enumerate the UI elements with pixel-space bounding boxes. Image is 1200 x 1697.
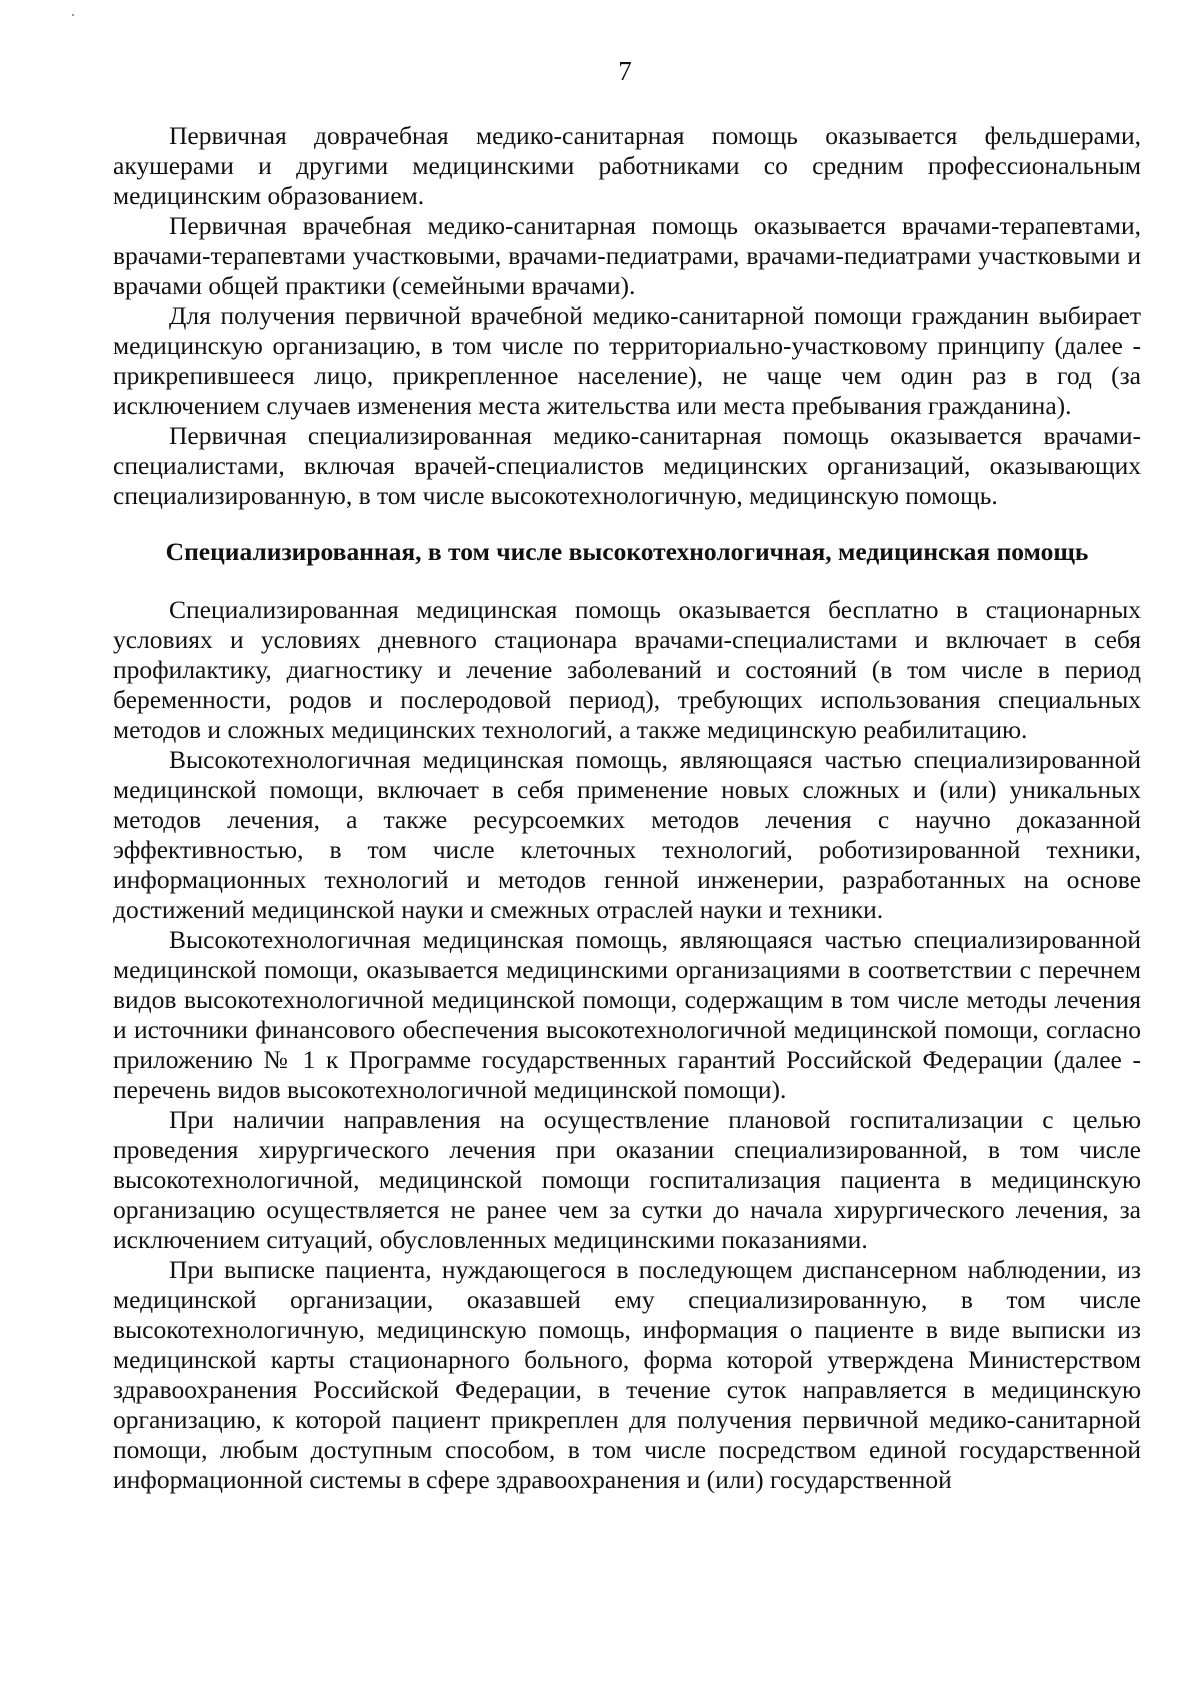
paragraph-primary-specialized-care: Первичная специализированная медико-санитарная помощь оказывается врачами-специалистами, включая врачей-специалистов медицинских организаций, оказывающих специализированную, в том числе высокотехнологичную, медицинскую помощь. [113, 421, 1141, 510]
page-number: 7 [618, 56, 632, 86]
document-body [113, 121, 1141, 1495]
section-heading: Специализированная, в том числе высокотехнологичная, медицинская помощь [165, 537, 1089, 566]
paragraph-choice-of-organization: Для получения первичной врачебной медико-санитарной помощи гражданин выбирает медицинскую организацию, в том числе по территориально-участковому принципу (далее - прикрепившееся лицо, прикрепленное население), не чаще чем один раз в год (за исключением случаев изменения места жительства или места пребывания гражданина). [113, 301, 1141, 420]
paragraph-specialized-care: Специализированная медицинская помощь оказывается бесплатно в стационарных условиях и условиях дневного стационара врачами-специалистами и включает в себя профилактику, диагностику и лечение заболеваний и состояний (в том числе в период беременности, родов и послеродовой период), требующих использования специальных методов и сложных медицинских технологий, а также медицинскую реабилитацию. [113, 595, 1141, 744]
paragraph-patient-discharge: При выписке пациента, нуждающегося в последующем диспансерном наблюдении, из медицинской организации, оказавшей ему специализированную, в том числе высокотехнологичную, медицинскую помощь, информация о пациенте в виде выписки из медицинской карты стационарного больного, форма которой утверждена Министерством здравоохранения Российской Федерации, в течение суток направляется в медицинскую организацию, к которой пациент прикреплен для получения первичной медико-санитарной помощи, любым доступным способом, в том числе посредством единой государственной информационной системы в сфере здравоохранения и (или) государственной [113, 1255, 1141, 1494]
paragraph-primary-prehospital-care: Первичная доврачебная медико-санитарная помощь оказывается фельдшерами, акушерами и другими медицинскими работниками со средним профессиональным медицинским образованием. [113, 121, 1141, 210]
paragraph-planned-hospitalization: При наличии направления на осуществление плановой госпитализации с целью проведения хирургического лечения при оказании специализированной, в том числе высокотехнологичной, медицинской помощи госпитализация пациента в медицинскую организацию осуществляется не ранее чем за сутки до начала хирургического лечения, за исключением ситуаций, обусловленных медицинскими показаниями. [113, 1105, 1141, 1254]
scan-speck [72, 14, 74, 16]
paragraph-high-tech-care-definition: Высокотехнологичная медицинская помощь, являющаяся частью специализированной медицинской помощи, включает в себя применение новых сложных и (или) уникальных методов лечения, а также ресурсоемких методов лечения с научно доказанной эффективностью, в том числе клеточных технологий, роботизированной техники, информационных технологий и методов генной инженерии, разработанных на основе достижений медицинской науки и смежных отраслей науки и техники. [113, 745, 1141, 924]
paragraph-high-tech-care-provision: Высокотехнологичная медицинская помощь, являющаяся частью специализированной медицинской помощи, оказывается медицинскими организациями в соответствии с перечнем видов высокотехнологичной медицинской помощи, содержащим в том числе методы лечения и источники финансового обеспечения высокотехнологичной медицинской помощи, согласно приложению № 1 к Программе государственных гарантий Российской Федерации (далее - перечень видов высокотехнологичной медицинской помощи). [113, 925, 1141, 1104]
paragraph-primary-physician-care: Первичная врачебная медико-санитарная помощь оказывается врачами-терапевтами, врачами-терапевтами участковыми, врачами-педиатрами, врачами-педиатрами участковыми и врачами общей практики (семейными врачами). [113, 211, 1141, 300]
